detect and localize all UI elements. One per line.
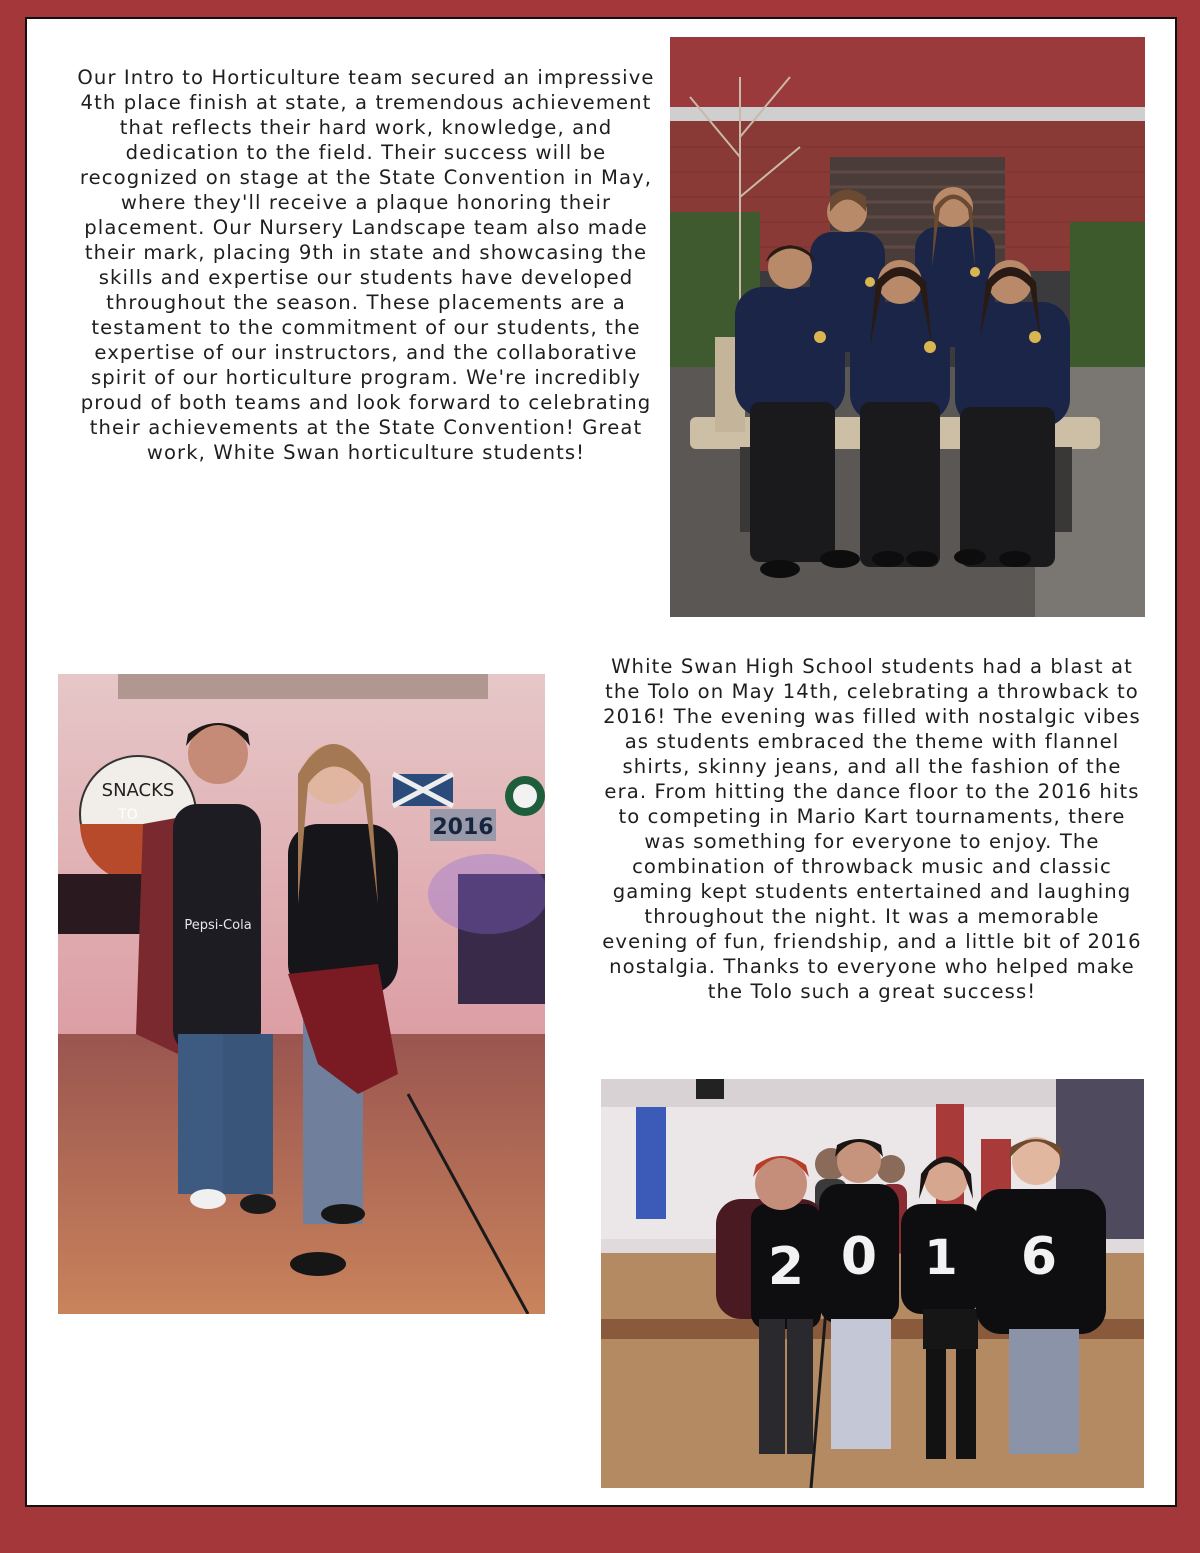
shirt-digit-1: 1 bbox=[924, 1230, 958, 1286]
shirt-digit-0: 0 bbox=[840, 1227, 878, 1287]
year-sign-text: 2016 bbox=[432, 815, 494, 840]
tolo-2016-group-photo bbox=[601, 1079, 1144, 1488]
shirt-digit-6: 6 bbox=[1020, 1227, 1058, 1287]
shirt-text: Pepsi-Cola bbox=[184, 918, 252, 933]
horticulture-article-text: Our Intro to Horticulture team secured an impressive 4th place finish at state, a tremendous achievement that reflects their hard work, knowledge, and dedication to the field. Their success will be recognized on stage at the State Convention in May, where they'll receive a plaque honoring their placement. Our Nursery Landscape team also made their mark, placing 9th in state and showcasing the skills and expertise our students have developed throughout the season. These placements are a testament to the commitment of our students, the expertise of our instructors, and the collaborative spirit of our horticulture program. We're incredibly proud of both teams and look forward to celebrating their achievements at the State Convention! Great work, White Swan horticulture students! bbox=[77, 66, 655, 464]
tolo-article-text: White Swan High School students had a blast at the Tolo on May 14th, celebrating a throwback to 2016! The evening was filled with nostalgic vibes as students embraced the theme with flannel shirts, skinny jeans, and all the fashion of the era. From hitting the dance floor to the 2016 hits to competing in Mario Kart tournaments, there was something for everyone to enjoy. The combination of throwback music and classic gaming kept students entertained and laughing throughout the night. It was a memorable evening of fun, friendship, and a little bit of 2016 nostalgia. Thanks to everyone who helped make the Tolo such a great success! bbox=[602, 655, 1142, 1003]
newsletter-page bbox=[25, 17, 1177, 1507]
to-sign-text: TO bbox=[118, 807, 138, 823]
shirt-digit-2: 2 bbox=[767, 1237, 805, 1297]
horticulture-team-photo bbox=[670, 37, 1145, 617]
snacks-sign-text: SNACKS bbox=[101, 780, 175, 801]
tolo-dance-photo bbox=[58, 674, 545, 1314]
